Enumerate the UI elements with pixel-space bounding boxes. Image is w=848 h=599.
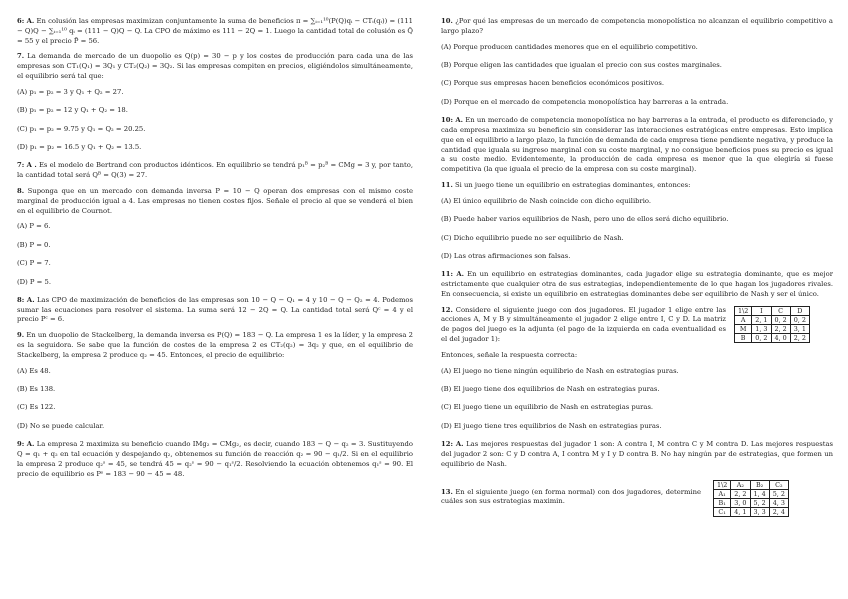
paragraph-text: (B) P = 0. [17, 240, 51, 249]
matrix-cell: 4, 3 [769, 498, 788, 507]
matrix-cell: 0, 2 [790, 315, 809, 324]
paragraph-text: (B) Es 138. [17, 385, 56, 394]
matrix-cell: I [752, 306, 771, 315]
answer-option [17, 367, 413, 377]
question-12-text: 12. Considere el siguiente juego con dos jugadores. El jugador 1 elige entre las acciones A, M y B y simultáneamente el jugador 2 elige entre I, C y D. La matriz de pagos del juego es la adjunta (el pago de la izquierda en cada eventualidad es el del jugador 1): [441, 305, 726, 344]
answer-option [17, 222, 413, 232]
paragraph-text: Entonces, señale la respuesta correcta: [441, 350, 578, 359]
matrix-cell: 1, 3 [752, 324, 771, 333]
matrix-cell: 1\2 [735, 306, 752, 315]
paragraph-text: Las mejores respuestas del jugador 1 son: A contra I, M contra C y M contra D. Las mejores respuestas del jugador 2 son: C y D contra A, I contra M y I y D contra B. No hay ningún par de estrategias, que formen un equilibrio de Nash. [441, 440, 833, 468]
payoff-matrix-13 [713, 480, 789, 517]
paragraph-text: Las CPO de maximización de beneficios de las empresas son 10 − Q − Q₁ = 4 y 10 − Q − Q₂ = 4. Podemos sumar las ecuaciones para resolver el sistema. La suma será 12 − 2Q = Q. La cantidad total será Qᶜ = 4 y el precio Pᶜ = 6. [17, 295, 413, 324]
right-column [441, 17, 833, 517]
paragraph-text: (A) Porque producen cantidades menores que en el equilibrio competitivo. [441, 42, 698, 51]
answer-option [441, 367, 833, 377]
paragraph-text: La demanda de mercado de un duopolio es Q(p) = 30 − p y los costes de producción para cada una de las empresas son CT₁(Q₁) = 3Q₁ y CT₂(Q₂) = 3Q₂. Si las empresas compiten en precios, eligiéndolos simultáneamente, el equilibrio será tal que: [17, 52, 413, 80]
matrix-cell: 2, 2 [731, 489, 750, 498]
paragraph-text: (C) Dicho equilibrio puede no ser equilibrio de Nash. [441, 233, 624, 242]
matrix-cell: 2, 2 [771, 324, 790, 333]
matrix-cell: B₁ [714, 498, 731, 507]
matrix-cell: B [735, 333, 752, 342]
paragraph-text: En un equilibrio en estrategias dominantes, cada jugador elige su estrategia dominante, que es mejor estrictamente que cualquier otra de sus estrategias, independientemente de lo que hagan los jugadores rivales. En consecuencia, si existe un equilibrio en estrategias dominantes debe ser equilibrio de Nash y ser el único. [441, 270, 833, 298]
paragraph-text: (D) Porque en el mercado de competencia monopolística hay barreras a la entrada. [441, 97, 729, 106]
question-label: 8: A. [17, 295, 35, 304]
answer-option [17, 241, 413, 251]
paragraph-text: (A) P = 6. [17, 222, 51, 231]
question-label: 7: A . [17, 161, 37, 170]
left-column [17, 17, 413, 485]
paragraph-text: (C) p₁ = p₂ = 9.75 y Q₁ = Q₂ = 20.25. [17, 124, 146, 133]
matrix-row [735, 324, 810, 333]
answer-option [17, 88, 413, 98]
matrix-cell: D [790, 306, 809, 315]
answer-option [441, 403, 833, 413]
paragraph-text: Suponga que en un mercado con demanda inversa P = 10 − Q operan dos empresas con el mismo coste marginal de producción igual a 4. Las empresas no tienen costes fijos. Señale el precio al que se venderá el bien en el equilibrio de Cournot. [17, 186, 413, 215]
matrix-row [714, 498, 789, 507]
paragraph-text: (C) Es 122. [17, 403, 56, 412]
paragraph-text: (D) El juego tiene tres equilibrios de Nash en estrategias puras. [441, 421, 662, 430]
matrix-cell: 5, 2 [769, 489, 788, 498]
paragraph [17, 161, 413, 181]
matrix-cell: C₁ [714, 507, 731, 516]
paragraph [441, 270, 833, 299]
paragraph-text: (D) P = 5. [17, 277, 51, 286]
matrix-cell: 4, 0 [771, 333, 790, 342]
question-label: 10. [441, 17, 453, 25]
matrix-cell: 5, 2 [750, 498, 769, 507]
paragraph [17, 17, 413, 46]
question-label: 11. [441, 180, 453, 189]
question-label: 9. [17, 331, 25, 340]
answer-option [17, 422, 413, 432]
matrix-cell: 0, 2 [771, 315, 790, 324]
paragraph-text: (C) El juego tiene un equilibrio de Nash en estrategias puras. [441, 403, 654, 412]
answer-option [441, 215, 833, 225]
matrix-row [735, 333, 810, 342]
question-label: 9: A. [17, 440, 35, 449]
paragraph-text: ¿Por qué las empresas de un mercado de competencia monopolística no alcanzan el equilibrio competitivo a largo plazo? [441, 17, 833, 35]
answer-option [17, 125, 413, 135]
payoff-matrix-12 [734, 306, 810, 343]
answer-option [17, 259, 413, 269]
matrix-cell: 2, 2 [790, 333, 809, 342]
paragraph-text: La empresa 2 maximiza su beneficio cuando IMg₂ = CMg₂, es decir, cuando 183 − Q − q₂ = 3. Sustituyendo Q = q₁ + q₂ en tal ecuación y despejando q₂, obtenemos su función de reacción q₂ = 90 − q₁/2. Si en el equilibrio la empresa 2 produce q₂ˢ = 45, se tendrá 45 = q₂ˢ = 90 − q₁ˢ/2. Resolviendo la ecuación obtenemos q₁ˢ = 90. El precio de equilibrio es Pˢ = 183 − 90 − 45 = 48. [17, 440, 413, 478]
paragraph-text: (B) El juego tiene dos equilibrios de Nash en estrategias puras. [441, 385, 660, 394]
matrix-cell: 1\2 [714, 480, 731, 489]
paragraph-text: (B) p₁ = p₂ = 12 y Q₁ + Q₂ = 18. [17, 106, 128, 115]
question-label: 7. [17, 52, 25, 61]
answer-option [441, 385, 833, 395]
matrix-cell: B₂ [750, 480, 769, 489]
paragraph [441, 181, 833, 191]
paragraph-text: En un duopolio de Stackelberg, la demanda inversa es P(Q) = 183 − Q. La empresa 1 es la líder, y la empresa 2 es la seguidora. Se sabe que la función de costes de la empresa 2 es CT₂(q₂) = 3q₂ y que, en el equilibrio de Stackelberg, la empresa 2 produce q₂ = 45. Entonces, el precio de equilibrio: [17, 331, 413, 359]
answer-option [17, 385, 413, 395]
paragraph-text: (C) P = 7. [17, 259, 51, 268]
answer-option [17, 403, 413, 413]
paragraph [17, 296, 413, 325]
question-label: 10: A. [441, 116, 464, 125]
question-label: 6: A. [17, 17, 35, 25]
paragraph [17, 52, 413, 81]
paragraph-text: (A) Es 48. [17, 366, 51, 375]
paragraph [441, 17, 833, 37]
matrix-cell: A₂ [731, 480, 750, 489]
matrix-cell: A [735, 315, 752, 324]
answer-option [17, 143, 413, 153]
answer-option [441, 197, 833, 207]
matrix-row [714, 507, 789, 516]
answer-option [441, 43, 833, 53]
paragraph-text: En un mercado de competencia monopolística no hay barreras a la entrada, el producto es diferenciado, y cada empresa maximiza su beneficio sin considerar las interacciones estratégicas entre empresas. Esto implica que en el equilibrio a largo plazo, la función de demanda de cada empresa tiene pendiente negativa, y produce la cantidad que iguala su ingreso marginal con su coste marginal, y no consigue beneficios pues su precio es igual a su coste medio. Evidentemente, la producción de cada empresa es menor que la que elegiría si fuese competitiva (la que iguala el precio de la empresa con su coste marginal). [441, 116, 833, 174]
paragraph-text: (D) p₁ = p₂ = 16.5 y Q₁ + Q₂ = 13.5. [17, 142, 142, 151]
answer-option [17, 106, 413, 116]
matrix-cell: 1, 4 [750, 489, 769, 498]
paragraph-text: (D) No se puede calcular. [17, 421, 105, 430]
matrix-cell: A₁ [714, 489, 731, 498]
paragraph-text: (B) Porque eligen las cantidades que igualan el precio con sus costes marginales. [441, 60, 722, 69]
matrix-cell: 4, 1 [731, 507, 750, 516]
paragraph-text: En colusión las empresas maximizan conjuntamente la suma de beneficios π = ∑ᵢ₌₁¹⁰(P(Q)qᵢ − CTᵢ(qᵢ)) = (111 − Q)Q − ∑ᵢ₌₁¹⁰ qᵢ = (111 − Q)Q − Q. La CPO de máximo es 111 − 2Q = 1. Luego la cantidad total de colusión es Q̄ = 55 y el precio P̄ = 56. [17, 17, 414, 45]
answer-option [441, 234, 833, 244]
answer-option [441, 61, 833, 71]
paragraph-text: (B) Puede haber varios equilibrios de Nash, pero uno de ellos será dicho equilibrio. [441, 215, 729, 224]
paragraph [441, 351, 833, 361]
paragraph-text: Si un juego tiene un equilibrio en estrategias dominantes, entonces: [452, 180, 691, 189]
paragraph-text: (A) El juego no tiene ningún equilibrio de Nash en estrategias puras. [441, 366, 679, 375]
question-13-text: 13. En el siguiente juego (en forma normal) con dos jugadores, determine cuáles son sus estrategias maximin. [441, 487, 701, 506]
question-label: 12: A. [441, 440, 464, 449]
matrix-cell: M [735, 324, 752, 333]
question-12 [441, 306, 833, 345]
paragraph-text: Es el modelo de Bertrand con productos idénticos. En equilibrio se tendrá p₁ᴮ = p₂ᴮ = CMg = 3 y, por tanto, la cantidad total será Qᴮ = Q(3) = 27. [17, 161, 413, 180]
paragraph-text: (D) Las otras afirmaciones son falsas. [441, 251, 571, 260]
question-label: 11: A. [441, 270, 464, 279]
answer-option [17, 278, 413, 288]
matrix-cell: 0, 2 [752, 333, 771, 342]
matrix-cell: 3, 0 [731, 498, 750, 507]
paragraph-text: (A) El único equilibrio de Nash coincide con dicho equilibrio. [441, 196, 652, 205]
paragraph-text: (A) p₁ = p₂ = 3 y Q₁ + Q₂ = 27. [17, 87, 124, 96]
paragraph [17, 187, 413, 216]
answer-option [441, 252, 833, 262]
matrix-row [714, 480, 789, 489]
paragraph-text: (C) Porque sus empresas hacen beneficios económicos positivos. [441, 79, 664, 88]
paragraph [441, 116, 833, 175]
matrix-cell: 2, 4 [769, 507, 788, 516]
matrix-cell: 3, 1 [790, 324, 809, 333]
matrix-cell: 2, 1 [752, 315, 771, 324]
matrix-row [735, 315, 810, 324]
matrix-cell: C [771, 306, 790, 315]
paragraph [17, 440, 413, 479]
matrix-cell: C₂ [769, 480, 788, 489]
paragraph [441, 440, 833, 469]
matrix-row [714, 489, 789, 498]
question-label: 8. [17, 186, 25, 195]
matrix-cell: 3, 3 [750, 507, 769, 516]
answer-option [441, 98, 833, 108]
matrix-row [735, 306, 810, 315]
answer-option [441, 422, 833, 432]
answer-option [441, 79, 833, 89]
question-13 [441, 480, 833, 517]
paragraph [17, 331, 413, 360]
